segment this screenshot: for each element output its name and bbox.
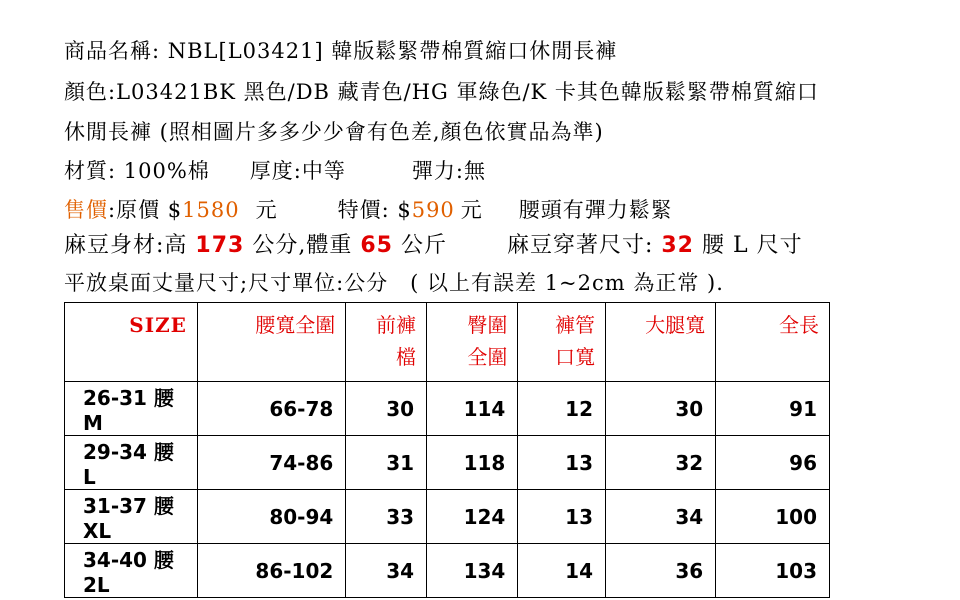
- cell-hip: 114: [427, 382, 518, 436]
- cell-leg-opening: 12: [518, 382, 606, 436]
- cell-leg-opening: 14: [518, 544, 606, 598]
- row-size-label: 34-40 腰 2L: [65, 544, 198, 598]
- cell-leg-opening: 13: [518, 436, 606, 490]
- row-size-label: 29-34 腰 L: [65, 436, 198, 490]
- cell-hip: 124: [427, 490, 518, 544]
- header-front-rise: 前褲 檔: [346, 303, 427, 382]
- size-table: [64, 302, 830, 598]
- special-price-unit: 元: [460, 198, 483, 222]
- price-label: 售價: [64, 198, 108, 222]
- header-length: 全長: [716, 303, 830, 382]
- material-line: [64, 158, 486, 184]
- cell-waist: 80-94: [197, 490, 345, 544]
- material-label: 材質: 100%棉: [64, 159, 210, 183]
- cell-hip: 118: [427, 436, 518, 490]
- original-price-prefix: :原價 $: [108, 198, 183, 222]
- model-height-prefix: 麻豆身材:高: [64, 233, 196, 258]
- special-price-value: 590: [411, 198, 455, 222]
- cell-front-rise: 33: [346, 490, 427, 544]
- cell-length: 100: [716, 490, 830, 544]
- cell-thigh: 30: [606, 382, 716, 436]
- cell-thigh: 36: [606, 544, 716, 598]
- cell-waist: 74-86: [197, 436, 345, 490]
- row-size-label: 26-31 腰 M: [65, 382, 198, 436]
- table-row: [65, 436, 830, 490]
- cell-length: 96: [716, 436, 830, 490]
- cell-front-rise: 34: [346, 544, 427, 598]
- header-thigh: 大腿寬: [606, 303, 716, 382]
- header-size: SIZE: [65, 303, 198, 382]
- model-wear-suffix: 腰 L 尺寸: [693, 233, 803, 258]
- thickness-label: 厚度:中等: [249, 159, 346, 183]
- waist-note: 腰頭有彈力鬆緊: [518, 198, 673, 222]
- model-weight: 65: [360, 233, 393, 258]
- color-line: 顏色:L03421BK 黑色/DB 藏青色/HG 軍綠色/K 卡其色韓版鬆緊帶棉質縮口: [64, 80, 819, 104]
- cell-front-rise: 30: [346, 382, 427, 436]
- cell-waist: 86-102: [197, 544, 345, 598]
- cell-length: 103: [716, 544, 830, 598]
- error-note: ( 以上有誤差 1~2cm 為正常 ).: [410, 271, 724, 295]
- product-name-line: 商品名稱: NBL[L03421] 韓版鬆緊帶棉質縮口休閒長褲: [64, 39, 618, 63]
- header-waist: 腰寬全圍: [197, 303, 345, 382]
- model-wear-prefix: 麻豆穿著尺寸:: [506, 233, 662, 258]
- header-leg-opening: 褲管 口寬: [518, 303, 606, 382]
- header-hip: 臀圍 全圍: [427, 303, 518, 382]
- cell-leg-opening: 13: [518, 490, 606, 544]
- cell-front-rise: 31: [346, 436, 427, 490]
- model-weight-unit: 公斤: [392, 233, 447, 258]
- table-row: [65, 382, 830, 436]
- cell-thigh: 34: [606, 490, 716, 544]
- model-mid: 公分,體重: [244, 233, 361, 258]
- measure-note: 平放桌面丈量尺寸;尺寸單位:公分: [64, 271, 389, 295]
- table-row: [65, 490, 830, 544]
- row-size-label: 31-37 腰 XL: [65, 490, 198, 544]
- measure-line: [64, 270, 724, 296]
- original-price-value: 1580: [182, 198, 240, 222]
- cell-hip: 134: [427, 544, 518, 598]
- special-price-prefix: 特價: $: [337, 198, 412, 222]
- table-row: [65, 544, 830, 598]
- original-price-unit: 元: [255, 198, 278, 222]
- model-height: 173: [195, 233, 245, 258]
- size-table-header-row: [65, 303, 830, 382]
- model-line: [64, 233, 803, 259]
- cell-thigh: 32: [606, 436, 716, 490]
- elastic-label: 彈力:無: [411, 159, 486, 183]
- cell-length: 91: [716, 382, 830, 436]
- model-wear-size: 32: [661, 233, 694, 258]
- color-note-line: 休閒長褲 (照相圖片多多少少會有色差,顏色依實品為準): [64, 120, 604, 144]
- price-line: [64, 197, 673, 223]
- cell-waist: 66-78: [197, 382, 345, 436]
